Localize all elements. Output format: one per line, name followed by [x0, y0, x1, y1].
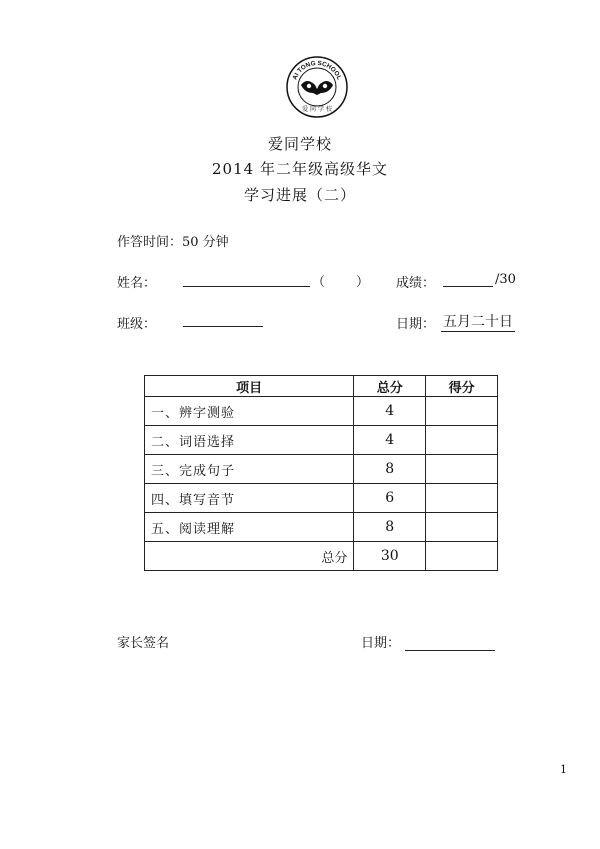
footer-date-label: 日期： [361, 636, 401, 651]
exam-title: 2014 年二年级高级华文 [212, 160, 388, 178]
table-row [145, 513, 498, 542]
class-field[interactable] [183, 312, 263, 327]
class-number-paren-open: （ [312, 275, 326, 290]
school-name: 爱同学校 [267, 135, 332, 153]
grade-total: /30 [495, 272, 516, 287]
row-item: 三、完成句子 [145, 455, 354, 484]
total-score[interactable] [426, 542, 498, 571]
exam-subtitle: 学习进展（二） [243, 186, 356, 204]
class-label: 班级： [117, 317, 157, 332]
row-score[interactable] [426, 455, 498, 484]
parent-signature-label: 家长签名 [117, 636, 170, 651]
total-label: 总分 [145, 542, 354, 571]
header-score: 得分 [426, 376, 498, 397]
table-row [145, 426, 498, 455]
grade-label: 成绩： [396, 276, 436, 291]
row-total: 8 [354, 455, 426, 484]
name-field[interactable] [183, 272, 310, 287]
row-total: 4 [354, 426, 426, 455]
row-item: 二、词语选择 [145, 426, 354, 455]
time-allowed: 作答时间：50 分钟 [117, 235, 229, 250]
table-row [145, 455, 498, 484]
row-score[interactable] [426, 513, 498, 542]
date-value: 五月二十日 [441, 311, 515, 332]
table-row [145, 484, 498, 513]
footer-date-field[interactable] [405, 636, 495, 651]
header-item: 项目 [145, 376, 354, 397]
header-total: 总分 [354, 376, 426, 397]
name-label: 姓名： [117, 276, 157, 291]
row-total: 8 [354, 513, 426, 542]
grade-field[interactable] [443, 272, 493, 287]
date-label: 日期： [396, 317, 436, 332]
row-item: 一、辨字测验 [145, 397, 354, 426]
row-item: 五、阅读理解 [145, 513, 354, 542]
class-number-paren-close: ） [356, 275, 370, 290]
row-score[interactable] [426, 397, 498, 426]
crest-top-text: AI TONG SCHOOL [291, 59, 343, 81]
page-number: 1 [560, 763, 567, 776]
table-row [145, 397, 498, 426]
row-score[interactable] [426, 484, 498, 513]
school-crest-icon [285, 55, 349, 119]
row-total: 4 [354, 397, 426, 426]
table-total-row [145, 542, 498, 571]
row-item: 四、填写音节 [145, 484, 354, 513]
table-header-row [145, 376, 498, 397]
total-value: 30 [354, 542, 426, 571]
score-table [144, 375, 498, 571]
crest-bottom-text: 爱 同 学 校 [302, 106, 332, 113]
row-total: 6 [354, 484, 426, 513]
row-score[interactable] [426, 426, 498, 455]
